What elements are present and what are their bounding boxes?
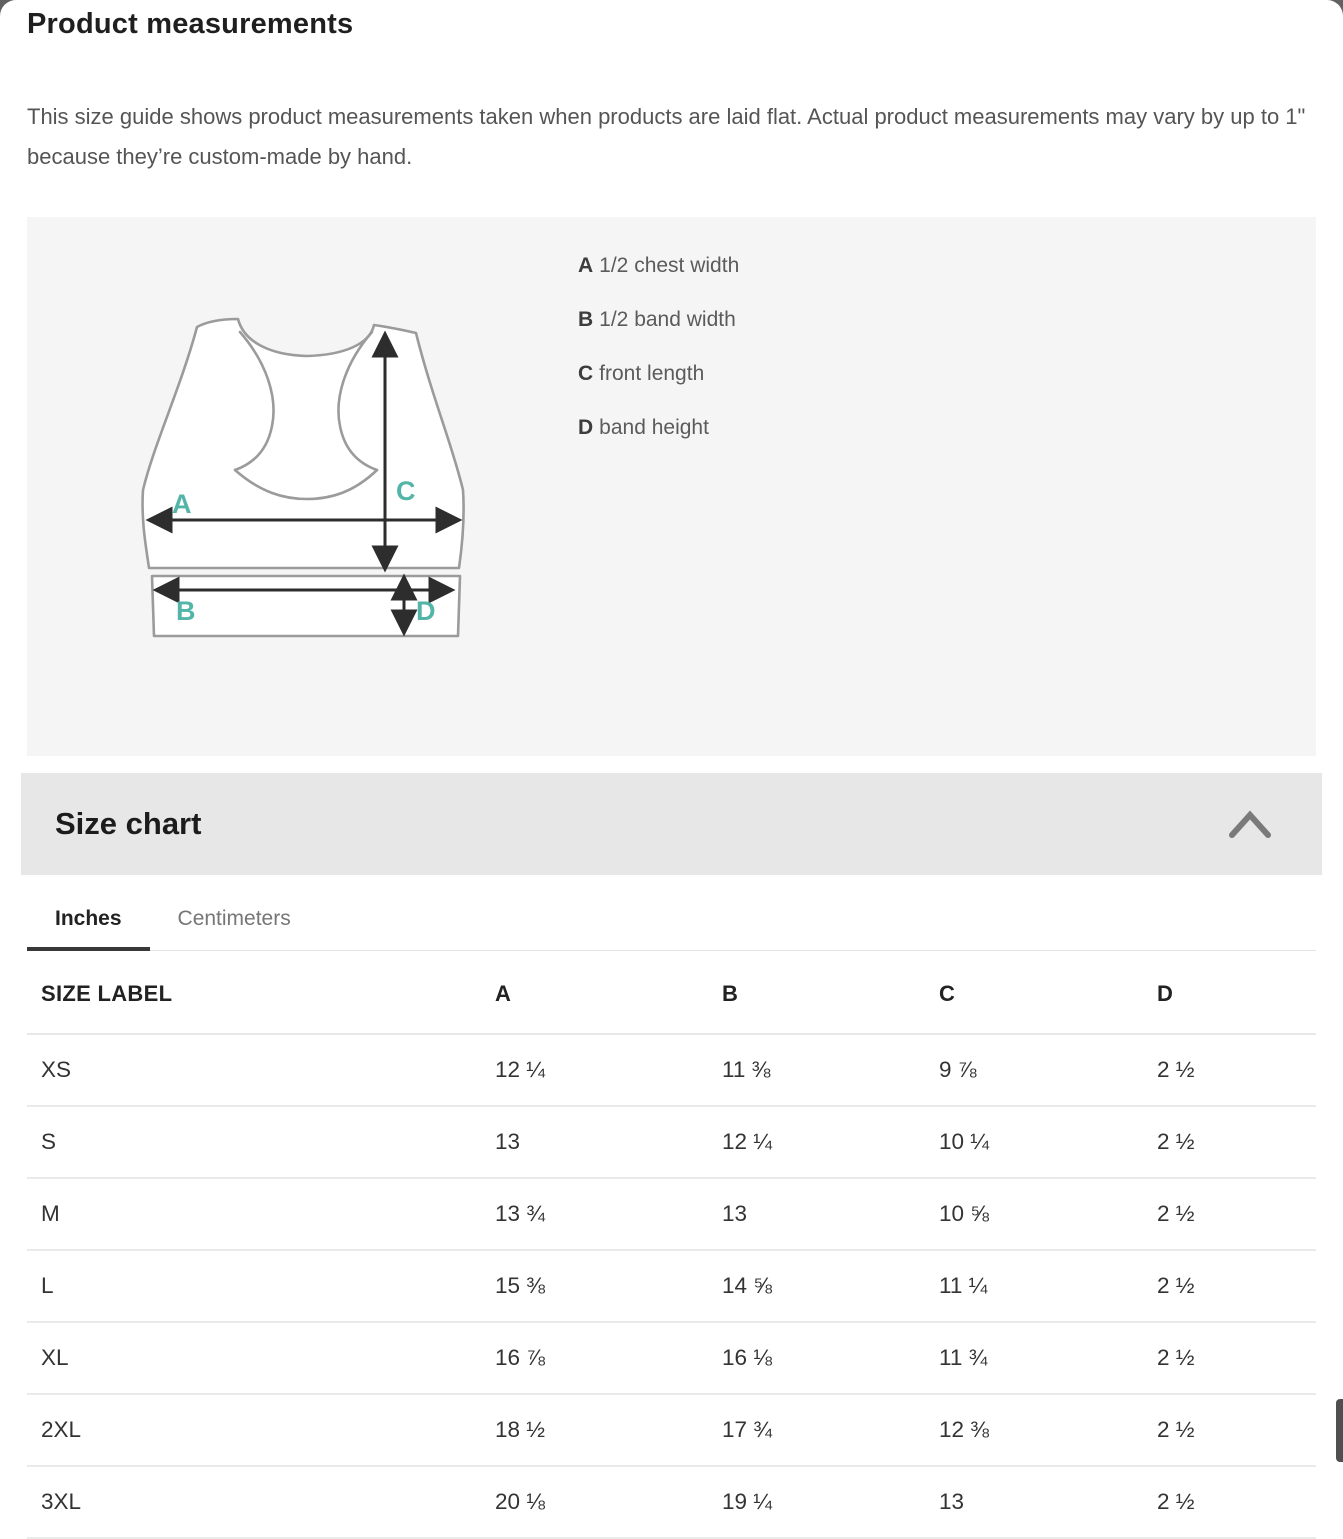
bra-band-outline — [152, 576, 460, 636]
measurement-cell: 17 ¾ — [708, 1394, 925, 1466]
scrollbar-thumb[interactable] — [1336, 1399, 1343, 1462]
table-row — [27, 1322, 1316, 1394]
legend-label: front length — [599, 362, 705, 385]
measurement-cell: 2 ½ — [1143, 1466, 1316, 1538]
measurement-cell: 10 ¼ — [925, 1106, 1143, 1178]
diagram-label-a: A — [172, 489, 192, 519]
legend-item — [578, 307, 739, 332]
unit-tabs — [27, 875, 1316, 951]
sports-bra-diagram — [120, 302, 500, 662]
size-cell: XS — [27, 1034, 481, 1106]
measurement-cell: 14 ⅝ — [708, 1250, 925, 1322]
tab-centimeters[interactable]: Centimeters — [177, 907, 291, 930]
measurement-cell: 18 ½ — [481, 1394, 708, 1466]
table-row — [27, 1250, 1316, 1322]
diagram-label-c: C — [396, 476, 416, 506]
measurement-cell: 12 ¼ — [481, 1034, 708, 1106]
measurement-cell: 15 ⅜ — [481, 1250, 708, 1322]
legend-label: band height — [599, 416, 709, 439]
size-cell: 2XL — [27, 1394, 481, 1466]
measurement-cell: 20 ⅛ — [481, 1466, 708, 1538]
legend-item — [578, 415, 739, 440]
measurement-cell: 2 ½ — [1143, 1106, 1316, 1178]
table-row — [27, 1106, 1316, 1178]
measurement-cell: 13 — [925, 1466, 1143, 1538]
table-header-row — [27, 951, 1316, 1034]
header-section — [0, 0, 1343, 41]
measurement-cell: 12 ⅜ — [925, 1394, 1143, 1466]
table-row — [27, 1394, 1316, 1466]
page-title: Product measurements — [27, 8, 354, 40]
measurement-legend — [578, 253, 739, 469]
measurement-cell: 2 ½ — [1143, 1322, 1316, 1394]
legend-key: C — [578, 362, 594, 385]
measurement-cell: 11 ⅜ — [708, 1034, 925, 1106]
legend-item — [578, 253, 739, 278]
measurement-cell: 2 ½ — [1143, 1034, 1316, 1106]
measurement-cell: 2 ½ — [1143, 1178, 1316, 1250]
measurement-cell: 11 ¾ — [925, 1322, 1143, 1394]
tab-inches[interactable]: Inches — [27, 893, 150, 951]
measurement-diagram-panel — [27, 217, 1316, 756]
measurement-cell: 11 ¼ — [925, 1250, 1143, 1322]
measurement-cell: 2 ½ — [1143, 1250, 1316, 1322]
size-cell: XL — [27, 1322, 481, 1394]
chevron-up-icon[interactable] — [1226, 807, 1274, 841]
measurement-cell: 10 ⅝ — [925, 1178, 1143, 1250]
measurement-cell: 2 ½ — [1143, 1394, 1316, 1466]
column-header-a: A — [481, 951, 708, 1034]
measurement-cell: 12 ¼ — [708, 1106, 925, 1178]
size-cell: L — [27, 1250, 481, 1322]
size-cell: M — [27, 1178, 481, 1250]
measurement-cell: 16 ⅞ — [481, 1322, 708, 1394]
size-cell: 3XL — [27, 1466, 481, 1538]
diagram-label-b: B — [176, 596, 196, 626]
measurement-cell: 16 ⅛ — [708, 1322, 925, 1394]
column-header-size-label: SIZE LABEL — [27, 951, 481, 1034]
size-cell: S — [27, 1106, 481, 1178]
measurement-cell: 13 — [481, 1106, 708, 1178]
diagram-label-d: D — [416, 596, 436, 626]
measurement-cell: 9 ⅞ — [925, 1034, 1143, 1106]
legend-label: 1/2 band width — [599, 308, 736, 331]
table-row — [27, 1178, 1316, 1250]
legend-key: B — [578, 308, 594, 331]
size-chart-title: Size chart — [55, 806, 202, 841]
legend-key: D — [578, 416, 594, 439]
legend-key: A — [578, 254, 594, 277]
column-header-c: C — [925, 951, 1143, 1034]
size-chart-accordion-header[interactable] — [21, 773, 1322, 875]
measurement-cell: 13 ¾ — [481, 1178, 708, 1250]
legend-item — [578, 361, 739, 386]
column-header-b: B — [708, 951, 925, 1034]
measurement-cell: 13 — [708, 1178, 925, 1250]
column-header-d: D — [1143, 951, 1316, 1034]
measurement-cell: 19 ¼ — [708, 1466, 925, 1538]
bra-body-outline — [143, 319, 464, 568]
size-chart-table — [27, 951, 1316, 1539]
description-text: This size guide shows product measurements taken when products are laid flat. Actual product measurements may vary by up to 1" because they’re custom-made by hand. — [27, 104, 1306, 169]
legend-label: 1/2 chest width — [599, 254, 740, 277]
table-row — [27, 1034, 1316, 1106]
table-row — [27, 1466, 1316, 1538]
